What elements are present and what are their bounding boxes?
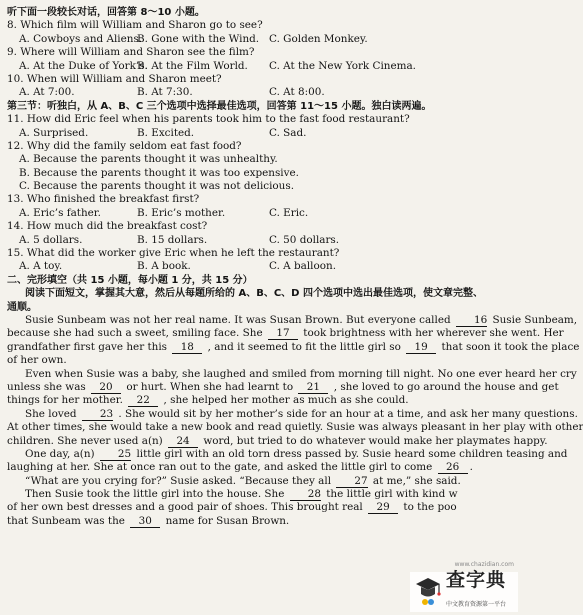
passage-text: unless she was bbox=[7, 380, 86, 393]
passage-line bbox=[7, 327, 564, 340]
q13-options bbox=[7, 207, 517, 220]
q14-option-c: C. 50 dollars. bbox=[269, 233, 340, 246]
q11-stem: 11. How did Eric feel when his parents took him to the fast food restaurant? bbox=[7, 113, 410, 126]
q9-stem: 9. Where will William and Sharon see the film? bbox=[7, 46, 255, 59]
cloze-instructions-cont: 通顺。 bbox=[7, 301, 37, 313]
q13-option-c: C. Eric. bbox=[269, 206, 309, 219]
logo-name: 查字典 bbox=[446, 569, 507, 591]
q13-option-b: B. Eric’s mother. bbox=[137, 206, 226, 219]
passage-text: Susie Sunbeam, bbox=[492, 313, 578, 326]
blank-16: 16 bbox=[456, 315, 487, 327]
site-logo[interactable] bbox=[410, 569, 518, 612]
passage-text: that soon it took the place bbox=[441, 340, 580, 353]
q15-option-a: A. A toy. bbox=[19, 260, 63, 273]
passage-line: of her own. bbox=[7, 354, 67, 367]
passage-line bbox=[7, 340, 580, 354]
blank-22: 22 bbox=[128, 395, 158, 407]
passage-text: children. She never used a(n) bbox=[7, 434, 163, 447]
passage-text: because she had such a sweet, smiling face. She bbox=[7, 327, 263, 340]
q10-option-a: A. At 7:00. bbox=[19, 86, 75, 99]
q8-option-a: A. Cowboys and Aliens. bbox=[19, 32, 143, 45]
q10-option-c: C. At 8:00. bbox=[269, 86, 325, 99]
q15-stem: 15. What did the worker give Eric when he left the restaurant? bbox=[7, 247, 340, 260]
blank-28: 28 bbox=[290, 489, 321, 501]
passage-text: . bbox=[469, 461, 473, 474]
passage-text: to the poo bbox=[403, 501, 457, 514]
passage-text: or hurt. When she had learnt to bbox=[126, 380, 294, 393]
q9-option-a: A. At the Duke of York’s. bbox=[19, 59, 148, 72]
passage-text: took brightness with her wherever she went. Her bbox=[303, 327, 564, 340]
passage-line bbox=[7, 380, 559, 394]
q14-stem: 14. How much did the breakfast cost? bbox=[7, 220, 208, 233]
q13-stem: 13. Who finished the breakfast first? bbox=[7, 193, 200, 206]
blank-23: 23 bbox=[82, 409, 113, 421]
q15-option-b: B. A book. bbox=[137, 260, 191, 273]
blank-26: 26 bbox=[438, 462, 468, 474]
passage-text: Susie Sunbeam was not her real name. It was Susan Brown. But everyone called bbox=[25, 313, 451, 326]
passage-line bbox=[7, 447, 568, 461]
blank-19: 19 bbox=[406, 342, 436, 354]
passage-line: Even when Susie was a baby, she laughed and smiled from morning till night. No one ever heard her cry bbox=[25, 367, 577, 380]
passage-text: name for Susan Brown. bbox=[165, 514, 290, 527]
passage-text: that Sunbeam was the bbox=[7, 514, 125, 527]
graduation-cap-icon bbox=[414, 574, 442, 608]
passage-line bbox=[7, 488, 517, 501]
q9-option-c: C. At the New York Cinema. bbox=[269, 59, 416, 72]
q8-stem: 8. Which film will William and Sharon go to see? bbox=[7, 19, 263, 32]
passage-line bbox=[7, 407, 578, 421]
blank-21: 21 bbox=[298, 382, 328, 394]
passage-text: “What are you crying for?” Susie asked. “Because they all bbox=[25, 474, 332, 487]
passage-text: , she loved to go around the house and get bbox=[333, 380, 559, 393]
blank-17: 17 bbox=[268, 328, 298, 340]
section-3-intro: 第三节：听独白，从 A、B、C 三个选项中选择最佳选项，回答第 11～15 小题。独白读两遍。 bbox=[7, 100, 432, 112]
q14-options bbox=[7, 234, 517, 247]
passage-line bbox=[7, 501, 517, 514]
q14-option-b: B. 15 dollars. bbox=[137, 233, 208, 246]
blank-20: 20 bbox=[91, 382, 121, 394]
q14-option-a: A. 5 dollars. bbox=[19, 233, 83, 246]
q10-option-b: B. At 7:30. bbox=[137, 86, 193, 99]
q8-option-c: C. Golden Monkey. bbox=[269, 32, 368, 45]
blank-24: 24 bbox=[168, 436, 198, 448]
blank-29: 29 bbox=[368, 502, 398, 514]
blank-30: 30 bbox=[130, 516, 160, 528]
passage-text: One day, a(n) bbox=[25, 447, 95, 460]
blank-27: 27 bbox=[336, 476, 367, 488]
passage-text: . She would sit by her mother’s side for an hour at a time, and ask her many questions. bbox=[118, 407, 578, 420]
watermark-url: www.chazidian.com bbox=[454, 560, 514, 568]
passage-line bbox=[7, 475, 517, 488]
passage-line: At other times, she would take a new book and read quietly. Susie was always pleasant in her play with other bbox=[7, 421, 583, 434]
q11-option-c: C. Sad. bbox=[269, 126, 307, 139]
q12-option-b: B. Because the parents thought it was too expensive. bbox=[19, 166, 299, 179]
q12-option-a: A. Because the parents thought it was unhealthy. bbox=[19, 153, 278, 166]
q11-options bbox=[7, 127, 517, 140]
passage-text: word, but tried to do whatever would make her playmates happy. bbox=[203, 434, 548, 447]
passage-text: the little girl with kind w bbox=[326, 488, 458, 501]
q15-option-c: C. A balloon. bbox=[269, 260, 336, 273]
passage-text: She loved bbox=[25, 407, 77, 420]
q12-option-c: C. Because the parents thought it was not delicious. bbox=[19, 180, 295, 193]
passage-text: things for her mother. bbox=[7, 394, 123, 407]
passage-line bbox=[7, 394, 517, 407]
q8-options bbox=[7, 33, 517, 46]
passage-text: , and it seemed to fit the little girl so bbox=[207, 340, 401, 353]
q9-options bbox=[7, 60, 517, 73]
q13-option-a: A. Eric’s father. bbox=[19, 206, 101, 219]
cloze-title: 二、完形填空（共 15 小题，每小题 1 分，共 15 分） bbox=[7, 274, 253, 286]
passage-text: Then Susie took the little girl into the house. She bbox=[25, 488, 285, 501]
q9-option-b: B. At the Film World. bbox=[137, 59, 248, 72]
q12-stem: 12. Why did the family seldom eat fast food? bbox=[7, 139, 242, 152]
passage-text: , she helped her mother as much as she could. bbox=[163, 394, 409, 407]
q11-option-b: B. Excited. bbox=[137, 126, 195, 139]
blank-18: 18 bbox=[172, 342, 202, 354]
q15-options bbox=[7, 260, 517, 273]
passage-text: of her own best dresses and a good pair of shoes. This brought real bbox=[7, 501, 363, 514]
cloze-instructions: 阅读下面短文，掌握其大意，然后从每题所给的 A、B、C、D 四个选项中选出最佳选项，使文章完整、 bbox=[25, 288, 483, 300]
exam-page bbox=[7, 6, 583, 528]
passage-line bbox=[7, 313, 578, 327]
passage-text: little girl with an old torn dress passed by. Susie heard some children teasing and bbox=[136, 447, 568, 460]
passage-text: at me,” she said. bbox=[372, 474, 461, 487]
blank-25: 25 bbox=[100, 449, 131, 461]
passage-line bbox=[7, 434, 548, 448]
logo-tagline: 中文教育资源第一平台 bbox=[446, 601, 507, 608]
section-2-intro: 听下面一段较长对话，回答第 8～10 小题。 bbox=[7, 7, 205, 18]
q8-option-b: B. Gone with the Wind. bbox=[137, 32, 260, 45]
passage-text: grandfather first gave her this bbox=[7, 340, 167, 353]
q10-options bbox=[7, 86, 517, 99]
q11-option-a: A. Surprised. bbox=[19, 126, 89, 139]
passage-text: laughing at her. She at once ran out to the gate, and asked the little girl to come bbox=[7, 461, 433, 474]
passage-line bbox=[7, 515, 517, 528]
q10-stem: 10. When will William and Sharon meet? bbox=[7, 72, 222, 85]
passage-line bbox=[7, 461, 517, 474]
